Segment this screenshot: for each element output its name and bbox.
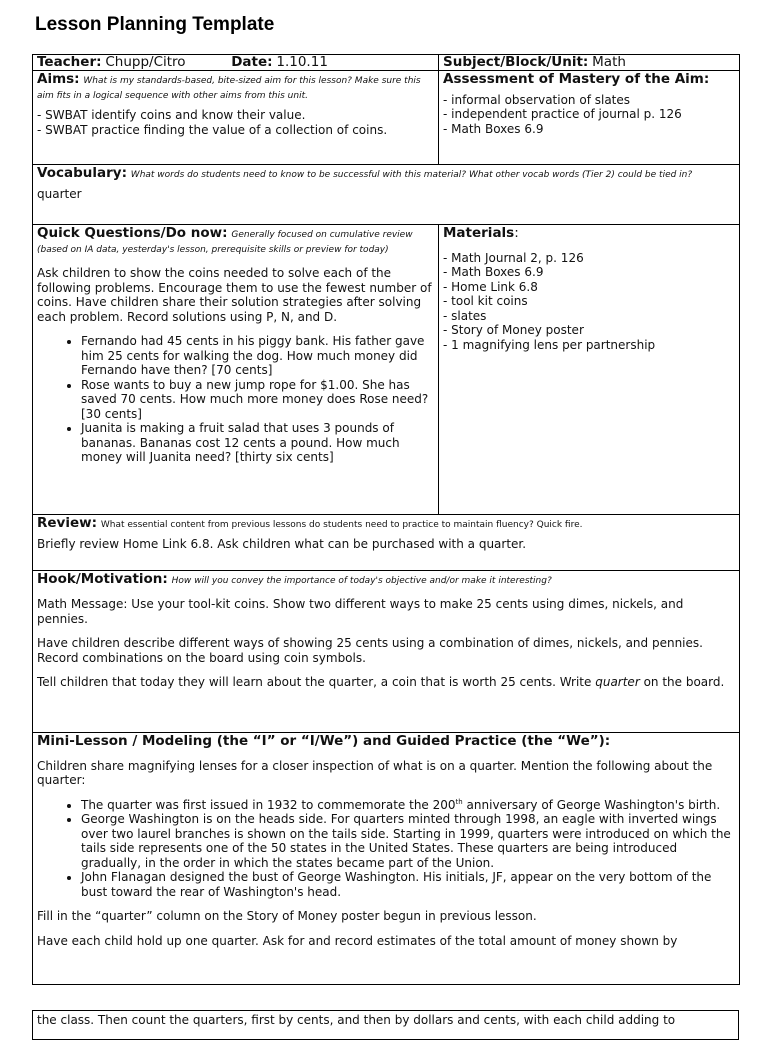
quick-questions-note: Generally focused on cumulative review (based on IA data, yesterday's lesson, prerequisite skills or preview for today) [37, 230, 413, 255]
mini-lesson-list [37, 798, 735, 900]
materials-item: - tool kit coins [443, 294, 528, 308]
hook-label: Hook/Motivation: [37, 571, 168, 587]
materials-item: - Math Journal 2, p. 126 [443, 250, 584, 265]
list-item: • Fernando had 45 cents in his piggy bank. His father gave him 25 cents for walking the dog. How much money did Fernando have then? [70 cents] [81, 334, 434, 378]
aims-note: What is my standards-based, bite-sized aim for this lesson? Make sure this aim fits in a logical sequence with other aims from this unit. [37, 76, 421, 101]
date-value: 1.10.11 [276, 54, 328, 70]
vocabulary-value: quarter [37, 187, 82, 201]
aims-line: - SWBAT identify coins and know their value. [37, 108, 306, 122]
vocabulary-note: What words do students need to know to be successful with this material? What other vocab words (Tier 2) could be tied in? [130, 170, 693, 180]
hook-paragraph-2: Have children describe different ways of showing 25 cents using a combination of dimes, nickels, and pennies. Record combinations on the board using coin symbols. [37, 636, 703, 665]
mini-lesson-paragraph-2: Fill in the “quarter” column on the Story of Money poster begun in previous lesson. [37, 909, 537, 923]
mini-lesson-intro: Children share magnifying lenses for a closer inspection of what is on a quarter. Mention the following about the quarter: [37, 758, 713, 787]
materials-item: - Story of Money poster [443, 323, 584, 337]
assessment-cell [439, 71, 740, 165]
aims-label: Aims: [37, 71, 80, 87]
list-item: • Juanita is making a fruit salad that uses 3 pounds of bananas. Bananas cost 12 cents a pound. How much money will Juanita need? [thirty six cents] [81, 421, 434, 465]
hook-emphasis: quarter [595, 675, 640, 689]
teacher-label: Teacher: [37, 54, 102, 70]
quick-questions-cell [33, 225, 439, 515]
materials-item: - 1 magnifying lens per partnership [443, 337, 656, 352]
vocabulary-label: Vocabulary: [37, 165, 127, 181]
vocabulary-row [33, 165, 740, 225]
subject-value: Math [592, 54, 626, 70]
assessment-line: - informal observation of slates [443, 92, 631, 107]
teacher-value: Chupp/Citro [105, 54, 186, 70]
review-cell [33, 515, 740, 571]
list-item: • The quarter was first issued in 1932 to commemorate the 200th anniversary of George Washington's birth. [81, 798, 735, 813]
vocabulary-cell [33, 165, 740, 225]
list-item: • Rose wants to buy a new jump rope for $1.00. She has saved 70 cents. How much more money does Rose need? [30 cents] [81, 378, 434, 422]
aims-row [33, 71, 740, 165]
materials-colon: : [514, 225, 519, 241]
subject-cell [439, 55, 740, 71]
mini-lesson-paragraph-3: Have each child hold up one quarter. Ask for and record estimates of the total amount of money shown by [37, 933, 678, 948]
subject-label: Subject/Block/Unit: [443, 54, 589, 70]
review-text: Briefly review Home Link 6.8. Ask children what can be purchased with a quarter. [37, 537, 527, 551]
aims-cell [33, 71, 439, 165]
assessment-label: Assessment of Mastery of the Aim: [443, 71, 710, 87]
review-note: What essential content from previous lessons do students need to practice to maintain fluency? Quick fire. [100, 520, 583, 530]
quick-questions-intro: Ask children to show the coins needed to solve each of the following problems. Encourage them to use the fewest number of coins. Have children share their solution strategies after solving each problem. Record solutions using P, N, and D. [37, 266, 432, 324]
quick-row [33, 225, 740, 515]
lesson-plan-table [32, 54, 740, 985]
aims-line: - SWBAT practice finding the value of a collection of coins. [37, 122, 388, 137]
hook-paragraph-1: Math Message: Use your tool-kit coins. Show two different ways to make 25 cents using dimes, nickels, and pennies. [37, 597, 684, 626]
quick-questions-list [37, 334, 434, 465]
materials-item: - slates [443, 308, 487, 323]
assessment-line: - Math Boxes 6.9 [443, 121, 544, 136]
review-row [33, 515, 740, 571]
date-label: Date: [231, 54, 273, 70]
hook-cell [33, 571, 740, 733]
hook-row [33, 571, 740, 733]
mini-lesson-cell [33, 733, 740, 985]
mini-lesson-label: Mini-Lesson / Modeling (the “I” or “I/We”) and Guided Practice (the “We”): [37, 733, 611, 749]
hook-note: How will you convey the importance of today's objective and/or make it interesting? [171, 576, 552, 586]
list-item: • George Washington is on the heads side. For quarters minted through 1998, an eagle with inverted wings over two laurel branches is shown on the tails side. Starting in 1999, quarters were introduced on which the tails side represents one of the 50 states in the United States. These quarters are being introduced gradually, in the order in which the states became part of the Union. [81, 812, 735, 870]
materials-label: Materials [443, 225, 515, 241]
quick-questions-label: Quick Questions/Do now: [37, 225, 228, 241]
teacher-date-cell [33, 55, 439, 71]
review-label: Review: [37, 515, 98, 531]
assessment-line: - independent practice of journal p. 126 [443, 107, 682, 121]
mini-lesson-row [33, 733, 740, 985]
header-row [33, 55, 740, 71]
materials-cell [439, 225, 740, 515]
list-item: • John Flanagan designed the bust of George Washington. His initials, JF, appear on the very bottom of the bust toward the rear of Washington's head. [81, 870, 735, 899]
next-page-continuation: the class. Then count the quarters, first by cents, and then by dollars and cents, with each child adding to [32, 1010, 739, 1040]
page-title: Lesson Planning Template [35, 14, 275, 35]
hook-paragraph-3: Tell children that today they will learn about the quarter, a coin that is worth 25 cents. Write quarter on the board. [37, 675, 725, 689]
materials-item: - Home Link 6.8 [443, 279, 538, 294]
materials-item: - Math Boxes 6.9 [443, 265, 544, 279]
